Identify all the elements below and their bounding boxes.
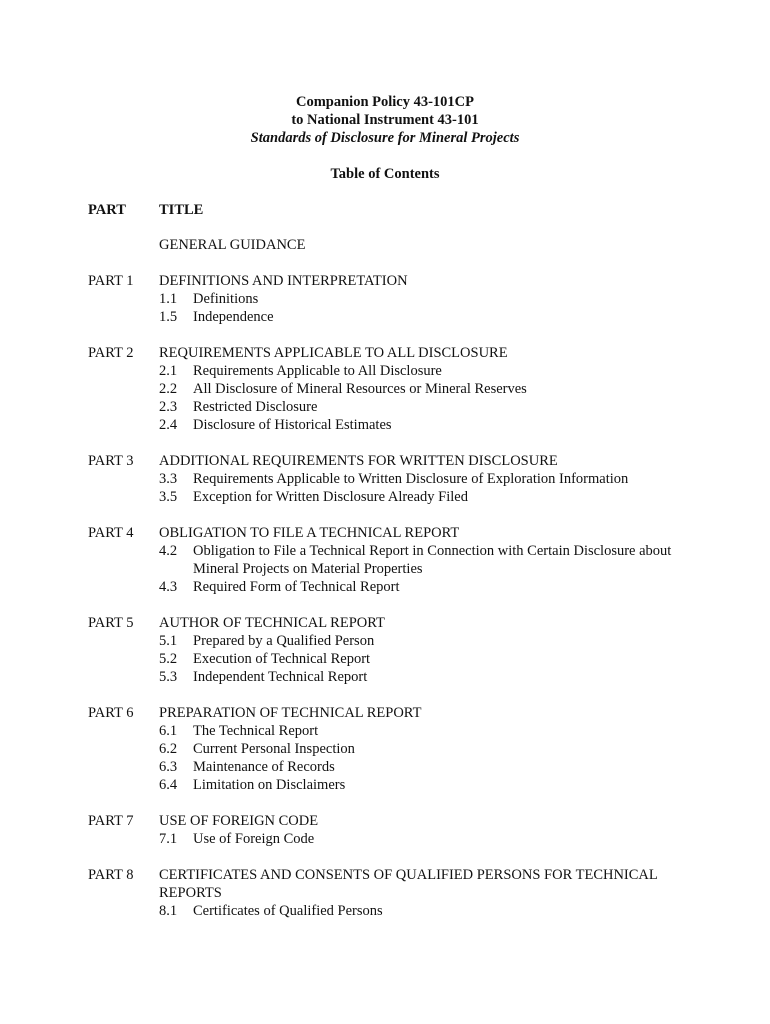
toc-item[interactable] (159, 668, 698, 686)
part-body (159, 272, 698, 326)
part-body (159, 344, 698, 434)
item-text: Definitions (193, 291, 259, 307)
toc-part-7 (88, 812, 698, 848)
part-title[interactable]: AUTHOR OF TECHNICAL REPORT (159, 615, 385, 631)
part-label: PART 6 (88, 705, 134, 721)
item-text: Certificates of Qualified Persons (193, 903, 383, 919)
item-number: 3.3 (159, 471, 178, 487)
item-number: 4.3 (159, 579, 178, 595)
column-header-title: TITLE (159, 202, 204, 218)
item-text: Maintenance of Records (193, 759, 335, 775)
item-number: 4.2 (159, 543, 178, 559)
part-body (159, 452, 698, 506)
toc-parts-list (88, 272, 698, 938)
item-number: 6.2 (159, 741, 178, 757)
toc-part-2 (88, 344, 698, 434)
part-title[interactable]: PREPARATION OF TECHNICAL REPORT (159, 705, 422, 721)
item-text: Limitation on Disclaimers (193, 777, 346, 793)
part-title[interactable]: CERTIFICATES AND CONSENTS OF QUALIFIED PERSONS FOR TECHNICAL REPORTS (159, 867, 658, 901)
toc-item[interactable] (159, 308, 698, 326)
toc-part-6 (88, 704, 698, 794)
toc-item[interactable] (159, 380, 698, 398)
item-number: 2.2 (159, 381, 178, 397)
item-number: 1.5 (159, 309, 178, 325)
item-text: Obligation to File a Technical Report in Connection with Certain Disclosure about Mineral Projects on Material Properties (193, 543, 672, 577)
item-number: 1.1 (159, 291, 178, 307)
toc-item[interactable] (159, 362, 698, 380)
toc-item[interactable] (159, 650, 698, 668)
part-body (159, 812, 698, 848)
item-text: Requirements Applicable to Written Disclosure of Exploration Information (193, 471, 629, 487)
toc-part-1 (88, 272, 698, 326)
part-body (159, 704, 698, 794)
toc-item[interactable] (159, 488, 698, 506)
toc-item[interactable] (159, 830, 698, 848)
part-label: PART 7 (88, 813, 134, 829)
toc-item[interactable] (159, 398, 698, 416)
item-text: Current Personal Inspection (193, 741, 355, 757)
toc-item[interactable] (159, 470, 698, 488)
toc-part-5 (88, 614, 698, 686)
item-number: 3.5 (159, 489, 178, 505)
item-text: Required Form of Technical Report (193, 579, 400, 595)
part-title[interactable]: ADDITIONAL REQUIREMENTS FOR WRITTEN DISCLOSURE (159, 453, 558, 469)
part-title[interactable]: REQUIREMENTS APPLICABLE TO ALL DISCLOSURE (159, 345, 508, 361)
part-label: PART 8 (88, 867, 134, 883)
item-text: Disclosure of Historical Estimates (193, 417, 392, 433)
item-number: 5.3 (159, 669, 178, 685)
item-number: 6.3 (159, 759, 178, 775)
item-number: 5.2 (159, 651, 178, 667)
item-text: The Technical Report (193, 723, 319, 739)
item-number: 8.1 (159, 903, 178, 919)
item-text: Restricted Disclosure (193, 399, 318, 415)
item-text: Prepared by a Qualified Person (193, 633, 375, 649)
toc-part-3 (88, 452, 698, 506)
item-text: Requirements Applicable to All Disclosure (193, 363, 442, 379)
part-body (159, 524, 698, 596)
header-instrument-title: to National Instrument 43-101 (291, 112, 479, 128)
document-header (0, 93, 770, 147)
part-label: PART 5 (88, 615, 134, 631)
toc-part-8 (88, 866, 698, 920)
item-text: Execution of Technical Report (193, 651, 371, 667)
toc-item[interactable] (159, 542, 698, 578)
toc-item[interactable] (159, 776, 698, 794)
toc-item[interactable] (159, 902, 698, 920)
toc-item[interactable] (159, 578, 698, 596)
part-label: PART 2 (88, 345, 134, 361)
toc-item[interactable] (159, 416, 698, 434)
item-text: Independent Technical Report (193, 669, 368, 685)
part-title[interactable]: OBLIGATION TO FILE A TECHNICAL REPORT (159, 525, 460, 541)
item-number: 2.4 (159, 417, 178, 433)
item-number: 7.1 (159, 831, 178, 847)
toc-item[interactable] (159, 758, 698, 776)
item-number: 2.3 (159, 399, 178, 415)
toc-item[interactable] (159, 290, 698, 308)
toc-item[interactable] (159, 740, 698, 758)
general-guidance-entry[interactable]: GENERAL GUIDANCE (159, 237, 306, 253)
part-body (159, 614, 698, 686)
toc-part-4 (88, 524, 698, 596)
part-label: PART 3 (88, 453, 134, 469)
item-text: Exception for Written Disclosure Already Filed (193, 489, 468, 505)
item-number: 5.1 (159, 633, 178, 649)
part-title[interactable]: DEFINITIONS AND INTERPRETATION (159, 273, 408, 289)
header-standards-subtitle: Standards of Disclosure for Mineral Projects (250, 130, 520, 146)
item-text: Independence (193, 309, 274, 325)
column-header-part: PART (88, 202, 126, 218)
part-title[interactable]: USE OF FOREIGN CODE (159, 813, 319, 829)
item-number: 6.1 (159, 723, 178, 739)
item-text: All Disclosure of Mineral Resources or Mineral Reserves (193, 381, 527, 397)
part-label: PART 4 (88, 525, 134, 541)
toc-item[interactable] (159, 632, 698, 650)
item-number: 6.4 (159, 777, 178, 793)
header-policy-title: Companion Policy 43-101CP (295, 94, 475, 110)
part-label: PART 1 (88, 273, 134, 289)
toc-item[interactable] (159, 722, 698, 740)
item-text: Use of Foreign Code (193, 831, 315, 847)
part-body (159, 866, 698, 920)
item-number: 2.1 (159, 363, 178, 379)
toc-heading: Table of Contents (330, 166, 440, 182)
